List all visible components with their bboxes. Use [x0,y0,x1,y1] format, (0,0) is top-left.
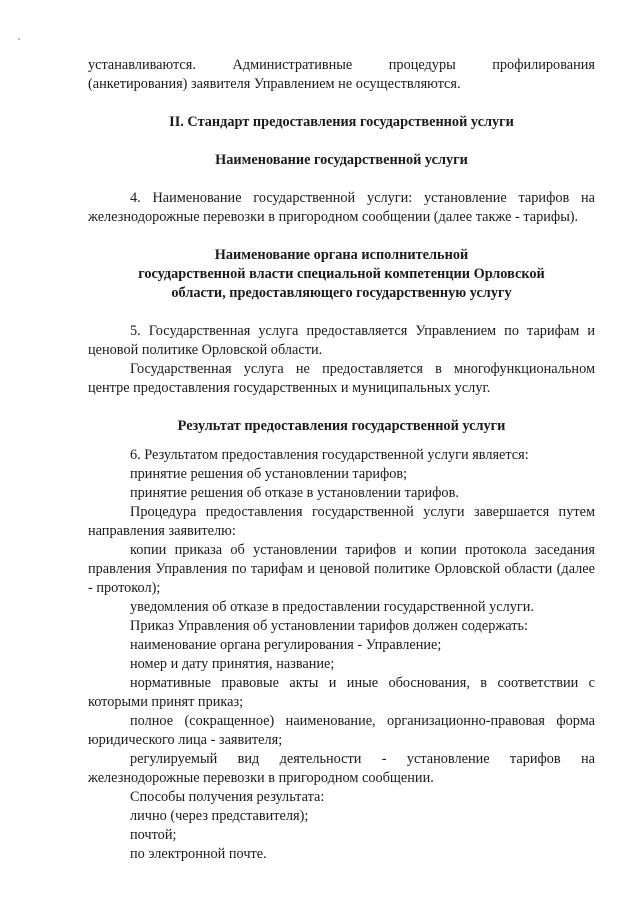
list-item: полное (сокращенное) наименование, организационно-правовая форма юридического лица - заявителя; [88,713,595,748]
section-title: II. Стандарт предоставления государственной услуги [169,114,514,130]
paragraph-procedure: Процедура предоставления государственной услуги завершается путем направления заявителю: [88,504,595,539]
heading-organ-line-1: Наименование органа исполнительной [214,247,469,263]
heading-result: Результат предоставления государственной услуги [177,418,506,434]
heading-organ-line-2: государственной власти специальной компетенции Орловской [138,266,545,282]
list-item: почтой; [130,827,177,843]
list-item: уведомления об отказе в предоставлении государственной услуги. [130,599,535,615]
intro-line-1: устанавливаются. Административные процедуры профилирования [88,57,595,73]
list-item: регулируемый вид деятельности - установление тарифов на железнодорожные перевозки в пригородном сообщении. [88,751,595,786]
paragraph-5: 5. Государственная услуга предоставляется Управлением по тарифам и ценовой политике Орловской области. [88,323,595,358]
paragraph-order-contents: Приказ Управления об установлении тарифов должен содержать: [130,618,528,634]
list-item: копии приказа об установлении тарифов и копии протокола заседания правления Управления по тарифам и ценовой политике Орловской области (далее - протокол); [88,542,595,596]
scan-speck [18,38,20,40]
intro-line-2: (анкетирования) заявителя Управлением не осуществляются. [88,76,461,92]
list-item: наименование органа регулирования - Управление; [130,637,442,653]
heading-organ [88,246,595,303]
result-section [88,446,595,864]
heading-organ-line-3: области, предоставляющего государственную услугу [171,285,512,301]
paragraph-methods: Способы получения результата: [130,789,325,805]
paragraph-6: 6. Результатом предоставления государственной услуги является: [130,447,529,463]
list-item: по электронной почте. [130,846,267,862]
list-item: лично (через представителя); [130,808,309,824]
paragraph-5b: Государственная услуга не предоставляется в многофункциональном центре предоставления государственных и муниципальных услуг. [88,361,595,396]
list-item: номер и дату принятия, название; [130,656,335,672]
list-item: принятие решения об отказе в установлении тарифов. [130,485,459,501]
list-item: нормативные правовые акты и иные обоснования, в соответствии с которыми принят приказ; [88,675,595,710]
list-item: принятие решения об установлении тарифов; [130,466,408,482]
paragraph-4: 4. Наименование государственной услуги: установление тарифов на железнодорожные перевозки в пригородном сообщении (далее также - тарифы). [88,190,595,225]
heading-service-name: Наименование государственной услуги [215,152,468,168]
